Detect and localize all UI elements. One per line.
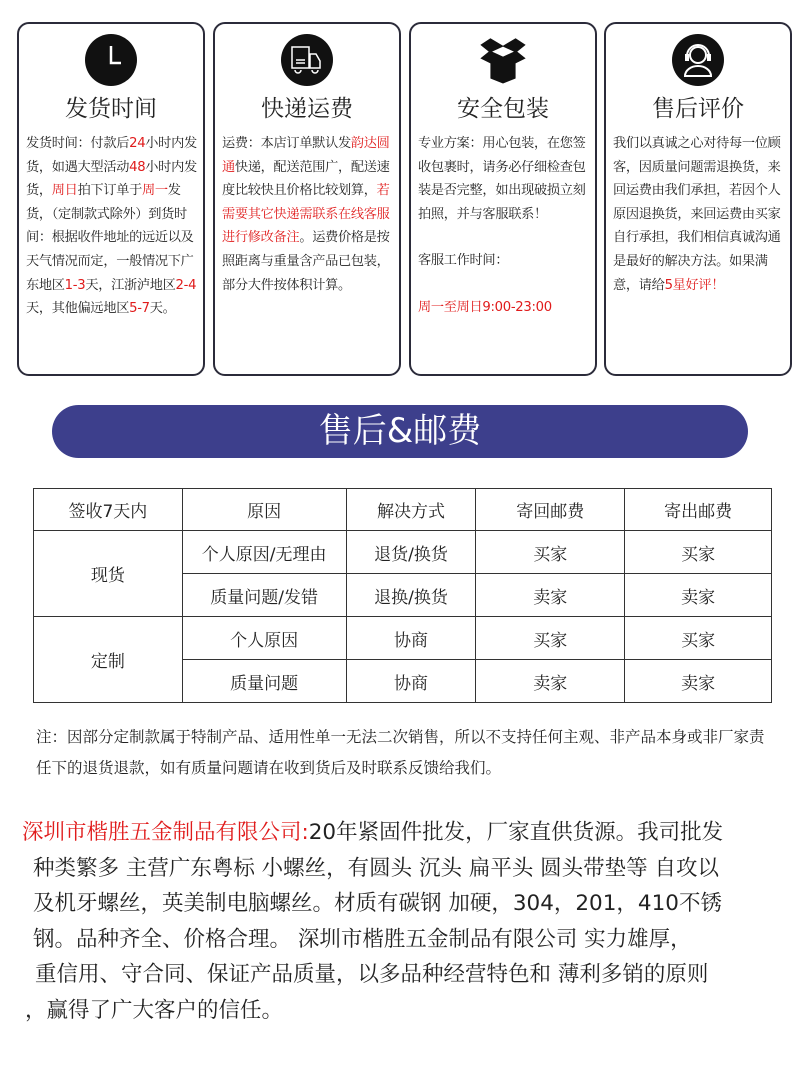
card-body bbox=[613, 132, 785, 320]
after-sales-table bbox=[33, 488, 772, 703]
card-body bbox=[26, 132, 198, 344]
highlight-text: 周一至周日9:00-23:00 bbox=[418, 299, 552, 315]
table-cell: 质量问题/发错 bbox=[182, 574, 346, 617]
highlight-text: 24 bbox=[129, 136, 146, 151]
info-card bbox=[17, 22, 205, 376]
body-text: 发货时间：付款后 bbox=[26, 136, 130, 151]
card-paragraph bbox=[26, 132, 198, 321]
body-text: 天，其他偏远地区 bbox=[26, 301, 130, 317]
body-text: 运费：本店订单默认发 bbox=[222, 136, 351, 151]
body-text: 天，江浙泸地区 bbox=[85, 277, 176, 293]
card-title: 快递运费 bbox=[261, 96, 353, 122]
table-cell: 质量问题 bbox=[182, 660, 346, 703]
info-card bbox=[213, 22, 401, 376]
body-text: 拍下订单于 bbox=[77, 183, 142, 199]
card-title: 发货时间 bbox=[65, 96, 157, 122]
body-text: 客服工作时间： bbox=[418, 253, 509, 269]
card-paragraph bbox=[418, 249, 590, 273]
highlight-text: 周日 bbox=[51, 183, 78, 199]
card-body bbox=[418, 132, 590, 343]
table-cell: 个人原因/无理由 bbox=[182, 531, 346, 574]
highlight-text: 周一 bbox=[142, 183, 168, 199]
column-header: 解决方式 bbox=[346, 489, 476, 531]
card-paragraph bbox=[613, 132, 785, 297]
delivery-truck-icon bbox=[281, 34, 333, 86]
table-cell: 卖家 bbox=[476, 660, 625, 703]
company-line: ，赢得了广大客户的信任。 bbox=[25, 997, 284, 1023]
note-text: 注：因部分定制款属于特制产品、适用性单一无法二次销售，所以不支持任何主观、非产品本身或非厂家责任下的退货退款，如有质量问题请在收到货后及时联系反馈给我们。 bbox=[36, 728, 765, 777]
card-paragraph bbox=[418, 296, 590, 320]
highlight-text: 若需要其它快递需联系在线客服进行修改备注 bbox=[222, 183, 390, 246]
card-title: 售后评价 bbox=[652, 96, 744, 122]
body-text: 我们以真诚之心对待每一位顾客，因质量问题需退换货，来回运费由我们承担，若因个人原因退换货，来回运费由买家自行承担，我们相信真诚沟通是最好的解决方法。如果满意，请给 bbox=[613, 136, 781, 293]
info-card bbox=[409, 22, 597, 376]
customer-service-headset-icon bbox=[672, 34, 724, 86]
highlight-text: 韵达圆通 bbox=[222, 136, 390, 175]
table-cell: 协商 bbox=[346, 660, 476, 703]
highlight-text: 5星好评！ bbox=[664, 277, 725, 293]
body-text: 小时内发货，如遇大型活动 bbox=[26, 136, 197, 175]
company-line: 钢。品种齐全、价格合理。 深圳市楷胜五金制品有限公司 实力雄厚， bbox=[33, 926, 692, 952]
card-title: 安全包装 bbox=[457, 96, 549, 122]
company-line: 及机牙螺丝，英美制电脑螺丝。材质有碳钢 加硬，304，201，410不锈 bbox=[33, 891, 722, 916]
body-text: 小时内发货， bbox=[26, 159, 197, 199]
table-cell: 卖家 bbox=[476, 574, 625, 617]
highlight-text: 2-4 bbox=[175, 277, 197, 293]
column-header: 签收7天内 bbox=[34, 489, 183, 531]
body-text: 发货，（定制款式除外）到货时间：根据收件地址的远近以及天气情况而定，一般情况下广东地区 bbox=[26, 183, 194, 293]
table-cell: 个人原因 bbox=[182, 617, 346, 660]
table-row bbox=[34, 617, 772, 660]
company-line: 重信用、守合同、保证产品质量，以多品种经营特色和 薄利多销的原则 bbox=[35, 962, 709, 987]
body-text: 专业方案：用心包装，在您签收包裹时，请务必仔细检查包装是否完整，如出现破损立刻拍照，并与客服联系！ bbox=[418, 136, 586, 222]
group-label: 现货 bbox=[34, 531, 183, 617]
table-row bbox=[34, 531, 772, 574]
table-cell: 协商 bbox=[346, 617, 476, 660]
table-cell: 退换/换货 bbox=[346, 574, 476, 617]
table-cell: 退货/换货 bbox=[346, 531, 476, 574]
package-box-icon bbox=[477, 34, 529, 86]
card-paragraph bbox=[418, 132, 590, 226]
highlight-text: 48 bbox=[129, 159, 146, 175]
company-line: 20年紧固件批发，厂家直供货源。我司批发 bbox=[308, 820, 724, 845]
company-line: 种类繁多 主营广东粤标 小螺丝，有圆头 沉头 扁平头 圆头带垫等 自攻以 bbox=[33, 855, 720, 881]
table-cell: 买家 bbox=[625, 617, 772, 660]
highlight-text: 5-7 bbox=[129, 301, 150, 317]
card-paragraph bbox=[222, 132, 394, 297]
column-header: 原因 bbox=[182, 489, 346, 531]
info-card bbox=[604, 22, 792, 376]
table-cell: 买家 bbox=[625, 531, 772, 574]
body-text: 天。 bbox=[149, 301, 176, 317]
table-cell: 买家 bbox=[476, 617, 625, 660]
column-header: 寄回邮费 bbox=[476, 489, 625, 531]
section-banner: 售后&邮费 bbox=[52, 405, 748, 458]
table-cell: 买家 bbox=[476, 531, 625, 574]
table-cell: 卖家 bbox=[625, 660, 772, 703]
body-text: 快递，配送范围广，配送速度比较快且价格比较划算， bbox=[222, 159, 390, 199]
table-cell: 卖家 bbox=[625, 574, 772, 617]
body-text: 。运费价格是按照距离与重量含产品已包装，部分大件按体积计算。 bbox=[222, 230, 390, 293]
company-description bbox=[20, 815, 790, 1028]
card-body bbox=[222, 132, 394, 320]
company-name: 深圳市楷胜五金制品有限公司: bbox=[22, 820, 309, 845]
table-header-row bbox=[34, 489, 772, 531]
highlight-text: 1-3 bbox=[64, 277, 86, 293]
clock-icon bbox=[85, 34, 137, 86]
column-header: 寄出邮费 bbox=[625, 489, 772, 531]
group-label: 定制 bbox=[34, 617, 183, 703]
